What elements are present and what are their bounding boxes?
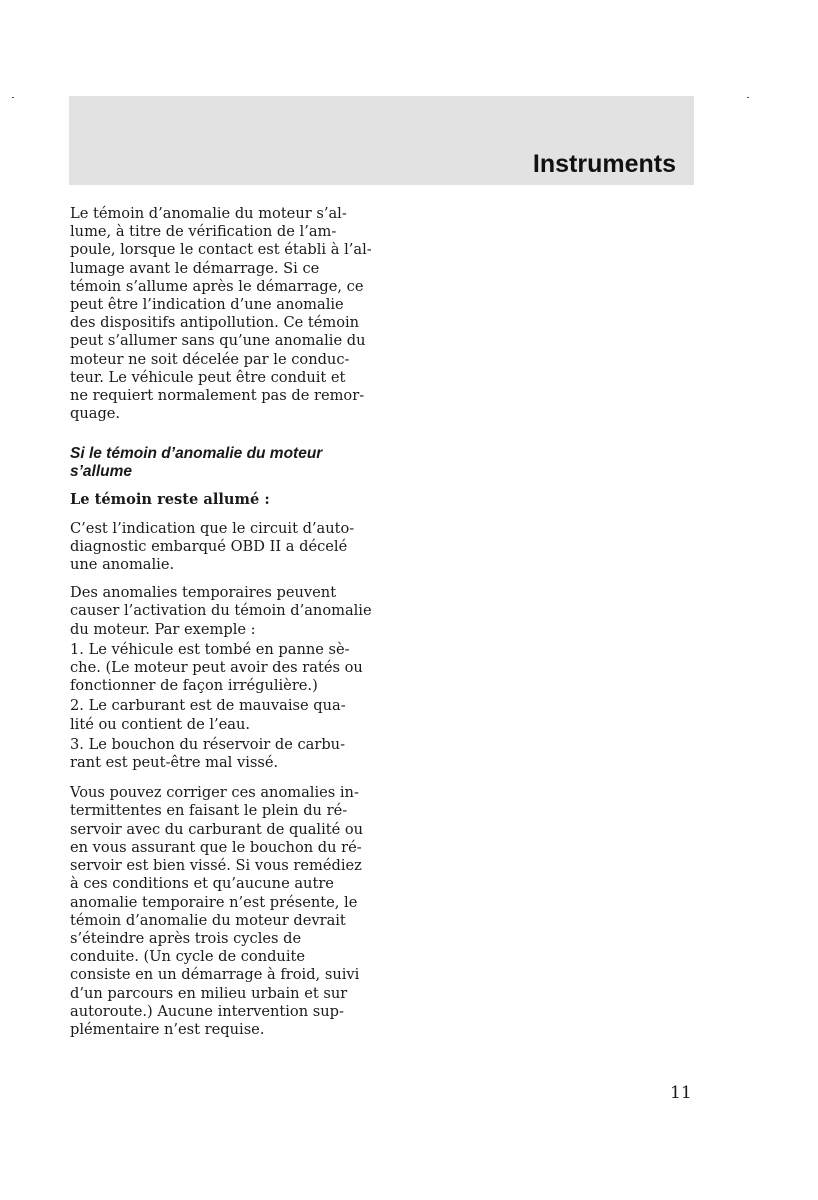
page-number: 11 [670, 1083, 692, 1103]
text-line: 1. Le véhicule est tombé en panne sè- [70, 640, 350, 658]
text-line: rant est peut-être mal vissé. [70, 754, 279, 772]
text-line: conduite. (Un cycle de conduite [70, 948, 305, 966]
temporary-intro [70, 584, 370, 639]
text-line: Le témoin d’anomalie du moteur s’al- [70, 205, 347, 222]
header-band [69, 96, 694, 185]
text-line: teur. Le véhicule peut être conduit et [70, 368, 346, 386]
intro-paragraph [70, 205, 370, 423]
text-line: poule, lorsque le contact est établi à l’al- [70, 241, 372, 259]
text-line: ne requiert normalement pas de remor- [70, 387, 365, 405]
text-line: anomalie temporaire n’est présente, le [70, 893, 358, 911]
text-line: causer l’activation du témoin d’anomalie [70, 602, 372, 620]
text-line: Des anomalies temporaires peuvent [70, 584, 337, 602]
heading-line: s’allume [70, 463, 133, 481]
text-line: servoir avec du carburant de qualité ou [70, 820, 364, 838]
text-line: d’un parcours en milieu urbain et sur [70, 984, 348, 1002]
text-line: plémentaire n’est requise. [70, 1020, 265, 1038]
text-line: témoin s’allume après le démarrage, ce [70, 277, 364, 295]
text-line: che. (Le moteur peut avoir des ratés ou [70, 659, 363, 677]
text-line: termittentes en faisant le plein du ré- [70, 802, 348, 820]
text-line: diagnostic embarqué OBD II a décelé [70, 537, 348, 555]
subheading: Le témoin reste allumé : [70, 491, 270, 509]
list-item [70, 736, 370, 772]
text-line: lume, à titre de vérification de l’am- [70, 223, 337, 241]
text-line: consiste en un démarrage à froid, suivi [70, 966, 360, 984]
text-line: du moteur. Par exemple : [70, 620, 256, 638]
text-line: C’est l’indication que le circuit d’auto- [70, 519, 355, 537]
text-line: peut être l’indication d’une anomalie [70, 296, 344, 314]
heading-line: Si le témoin d’anomalie du moteur [70, 445, 323, 463]
text-line: servoir est bien vissé. Si vous remédiez [70, 857, 362, 875]
text-line: 3. Le bouchon du réservoir de carbu- [70, 735, 346, 753]
section-heading [70, 445, 370, 481]
obd-paragraph [70, 520, 370, 575]
text-line: lumage avant le démarrage. Si ce [70, 259, 320, 277]
closing-paragraph [70, 784, 370, 1039]
text-line: des dispositifs antipollution. Ce témoin [70, 314, 360, 332]
main-column [70, 205, 370, 1049]
text-line: 2. Le carburant est de mauvaise qua- [70, 697, 346, 715]
text-line: une anomalie. [70, 556, 175, 574]
text-line: Vous pouvez corriger ces anomalies in- [70, 784, 359, 802]
text-line: à ces conditions et qu’aucune autre [70, 875, 334, 893]
temporary-anomalies-block [70, 584, 370, 772]
text-line: s’éteindre après trois cycles de [70, 929, 302, 947]
text-line: fonctionner de façon irrégulière.) [70, 677, 318, 695]
text-line: quage. [70, 405, 121, 423]
text-line: autoroute.) Aucune intervention sup- [70, 1002, 344, 1020]
crop-mark-left [12, 97, 14, 98]
crop-mark-right [747, 97, 749, 98]
page-title: Instruments [532, 150, 676, 178]
text-line: peut s’allumer sans qu’une anomalie du [70, 332, 366, 350]
list-item [70, 697, 370, 733]
list-item [70, 641, 370, 696]
text-line: lité ou contient de l’eau. [70, 715, 251, 733]
text-line: en vous assurant que le bouchon du ré- [70, 838, 362, 856]
text-line: témoin d’anomalie du moteur devrait [70, 911, 346, 929]
text-line: moteur ne soit décelée par le conduc- [70, 350, 350, 368]
